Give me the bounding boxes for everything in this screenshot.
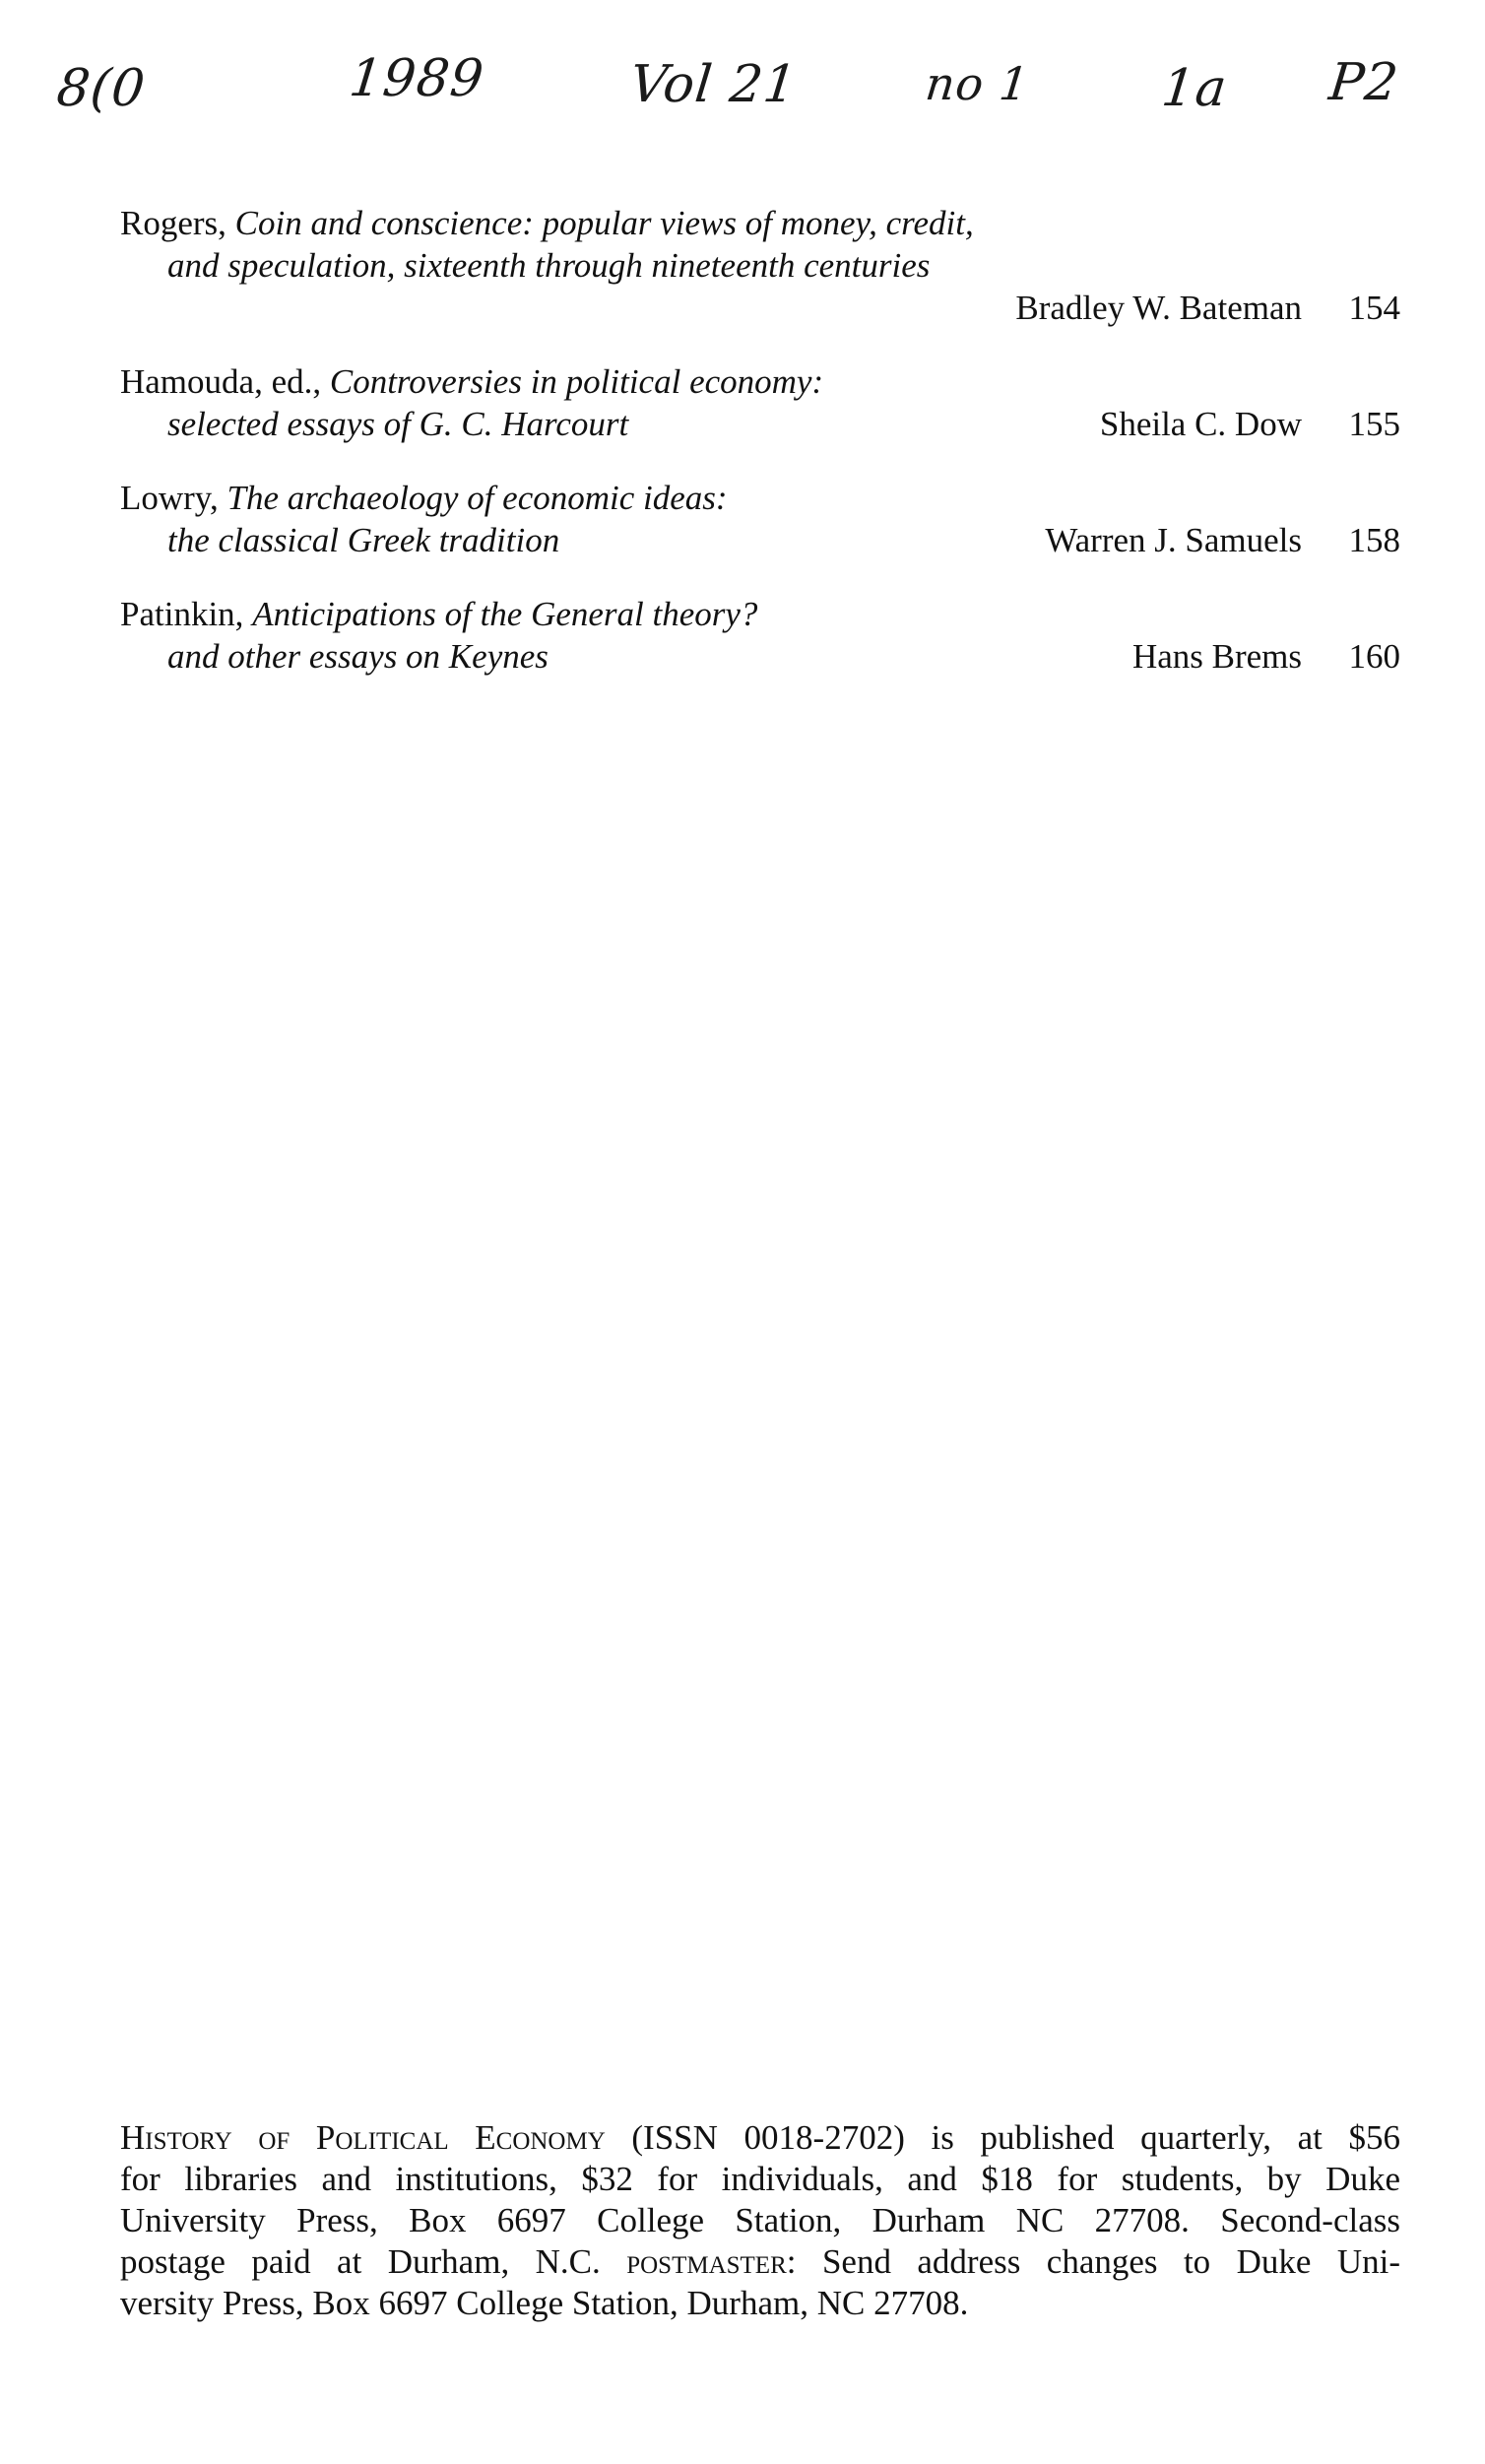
handwritten-annotations: [0, 49, 1485, 138]
review-title-line2: selected essays of G. C. Harcourt: [167, 405, 629, 443]
review-title-line1: Anticipations of the General theory?: [252, 595, 758, 633]
colophon-line5: versity Press, Box 6697 College Station, Durham, NC 27708.: [120, 2284, 969, 2322]
publication-colophon: [120, 2117, 1400, 2324]
review-entry: [120, 202, 1400, 329]
journal-name: History of Political Economy: [120, 2118, 606, 2157]
page-number: 154: [1348, 289, 1400, 327]
colophon-line4-pre: postage paid at Durham, N.C.: [120, 2242, 601, 2281]
reviewer-name: Hans Brems: [1131, 637, 1302, 676]
colophon-line3: University Press, Box 6697 College Station, Durham NC 27708. Second-class: [120, 2201, 1400, 2239]
review-title-line2: and other essays on Keynes: [167, 637, 549, 676]
colophon-line2: for libraries and institutions, $32 for individuals, and $18 for students, by Duke: [120, 2160, 1400, 2198]
reviewer-name: Sheila C. Dow: [1099, 405, 1302, 443]
page-number: 158: [1348, 521, 1400, 559]
review-author: Lowry,: [120, 479, 219, 517]
reviewer-name: Bradley W. Bateman: [1015, 289, 1302, 327]
review-title-line1: Controversies in political economy:: [329, 362, 824, 401]
review-entry: [120, 593, 1400, 678]
handwritten-note-year: 1989: [346, 49, 487, 108]
handwritten-note-section: 1a: [1158, 59, 1231, 118]
review-title-line2: the classical Greek tradition: [167, 521, 560, 559]
colophon-line4-post: Send address changes to Duke Uni-: [821, 2242, 1401, 2281]
handwritten-note-volume: Vol 21: [626, 55, 801, 114]
review-author: Hamouda, ed.,: [120, 362, 322, 401]
postmaster-label: postmaster:: [626, 2242, 797, 2281]
review-author: Rogers,: [120, 204, 226, 242]
page-number: 155: [1348, 405, 1400, 443]
handwritten-note-part: P2: [1325, 53, 1402, 112]
review-title-line1: Coin and conscience: popular views of money, credit,: [234, 204, 974, 242]
review-author: Patinkin,: [120, 595, 244, 633]
review-title-line2: and speculation, sixteenth through nineteenth centuries: [167, 246, 931, 285]
review-entry: [120, 477, 1400, 561]
review-title-line1: The archaeology of economic ideas:: [226, 479, 728, 517]
reviewer-name: Warren J. Samuels: [1045, 521, 1302, 559]
colophon-line1: (ISSN 0018-2702) is published quarterly, at $56: [631, 2118, 1400, 2157]
book-reviews-list: [120, 202, 1400, 678]
handwritten-note-call-number: 8(0: [53, 59, 149, 118]
page-number: 160: [1348, 637, 1400, 676]
review-entry: [120, 360, 1400, 445]
handwritten-note-issue: no 1: [923, 57, 1033, 110]
